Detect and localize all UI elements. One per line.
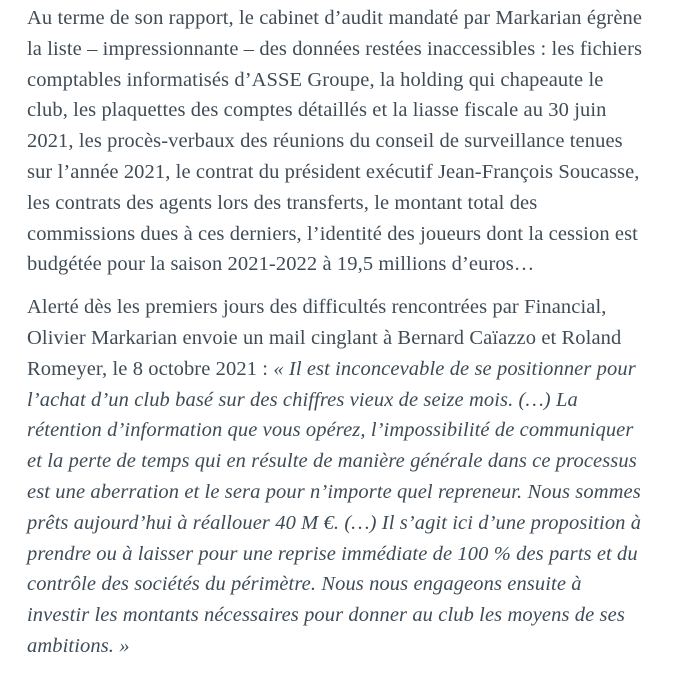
article-paragraph-2 [27,292,649,662]
paragraph-2-intro: Alerté dès les premiers jours des difficultés rencontrées par Financial, Olivier Markarian envoie un mail cinglant à Bernard Caïazzo et Roland Romeyer, le 8 octobre 2021 : [27,296,622,380]
email-quote-text: « Il est inconcevable de se positionner pour l’achat d’un club basé sur des chiffres vieux de seize mois. (…) La rétention d’information que vous opérez, l’impossibilité de communiquer et la perte de temps qui en résulte de manière générale dans ce processus est une aberration et le sera pour n’importe quel repreneur. Nous sommes prêts aujourd’hui à réallouer 40 M €. (…) Il s’agit ici d’une proposition à prendre ou à laisser pour une reprise immédiate de 100 % des parts et du contrôle des sociétés du périmètre. Nous nous engageons ensuite à investir les montants nécessaires pour donner au club les moyens de ses ambitions. » [27,357,642,657]
article-paragraph-1: Au terme de son rapport, le cabinet d’audit mandaté par Markarian égrène la liste – impressionnante – des données restées inaccessibles : les fichiers comptables informatisés d’ASSE Groupe, la holding qui chapeaute le club, les plaquettes des comptes détaillés et la liasse fiscale au 30 juin 2021, les procès-verbaux des réunions du conseil de surveillance tenues sur l’année 2021, le contrat du président exécutif Jean-François Soucasse, les contrats des agents lors des transferts, le montant total des commissions dues à ces derniers, l’identité des joueurs dont la cession est budgétée pour la saison 2021-2022 à 19,5 millions d’euros… [27,7,643,276]
